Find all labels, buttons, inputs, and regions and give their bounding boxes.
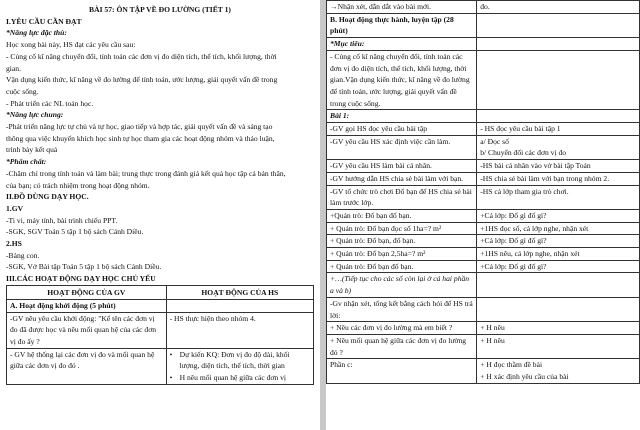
table-row bbox=[327, 110, 640, 123]
lesson-title: BÀI 57: ÔN TẬP VỀ ĐO LƯỜNG (TIẾT 1) bbox=[89, 5, 231, 14]
gv-cell: →Nhận xét, dẫn dắt vào bài mới. bbox=[327, 1, 477, 14]
hs-cell: - HS đọc yêu cầu bài tập 1 bbox=[477, 123, 640, 136]
table-row bbox=[327, 222, 640, 235]
table-row bbox=[327, 135, 640, 159]
hs-cell: + H nêu bbox=[477, 322, 640, 335]
table-row bbox=[327, 123, 640, 136]
hs-expected-cell: • Dự kiến KQ: Đơn vị đo độ dài, khối lượng, diện tích, thể tích, thời gian • H nêu mối quan hệ giữa các đơn vị bbox=[166, 348, 313, 384]
hs-cell bbox=[477, 273, 640, 297]
body-line: Vận dụng kiến thức, kĩ năng về đo lường để tính toán, ước lượng, giải quyết vấn đề trong bbox=[6, 75, 278, 85]
hs-cell: +Cả lớp: Đố gì đố gì? bbox=[477, 235, 640, 248]
table-row bbox=[327, 38, 640, 51]
body-line: -Ti vi, máy tính, bài trình chiếu PPT. bbox=[6, 215, 118, 225]
hs-cell: đo. bbox=[477, 1, 640, 14]
gv-cell: + Nêu các đơn vị đo lường mà em biết ? bbox=[327, 322, 477, 335]
gv-cell: + Quản trò: Đố bạn đố bạn. bbox=[327, 260, 477, 273]
table-row bbox=[327, 209, 640, 222]
body-line: *Năng lực chung: bbox=[6, 110, 64, 120]
gv-cell: + Quản trò: Đố bạn 2,5ha=? m² bbox=[327, 248, 477, 261]
gv-cell: +Quản trò: Đố bạn đố bạn. bbox=[327, 209, 477, 222]
body-line: thông qua việc khuyến khích học sinh tự học tham gia các hoạt động nhóm và thảo luận, bbox=[6, 133, 275, 143]
table-row bbox=[327, 172, 640, 185]
hs-cell bbox=[477, 50, 640, 110]
table-row bbox=[327, 273, 640, 297]
body-line: của bạn; có trách nhiệm trong hoạt động nhóm. bbox=[6, 180, 150, 190]
gv-cell: -GV gọi HS đọc yêu cầu bài tập bbox=[327, 123, 477, 136]
body-line: cuộc sống. bbox=[6, 86, 39, 96]
gv-cell: -Gv nhận xét, tổng kết bằng cách hỏi để HS trả lời: bbox=[327, 297, 477, 321]
gv-cell: + Nêu mối quan hệ giữa các đơn vị đo lường đó ? bbox=[327, 334, 477, 358]
body-line: - Phát triển các NL toán học. bbox=[6, 98, 94, 108]
gv-cell: *Mục tiêu: bbox=[327, 38, 477, 51]
hs-relationship: H nêu mối quan hệ giữa các đơn vị bbox=[179, 373, 287, 383]
hs-cell: -HS bài cá nhân vào vở bài tập Toán bbox=[477, 160, 640, 173]
hs-cell: +1HS nêu, cả lớp nghe, nhận xét bbox=[477, 248, 640, 261]
table-row bbox=[327, 248, 640, 261]
table-row bbox=[327, 359, 640, 383]
body-line: *Phẩm chất: bbox=[6, 157, 47, 167]
warmup-section-title: A. Hoạt động khởi động (5 phút) bbox=[7, 299, 167, 312]
body-line: 2.HS bbox=[6, 239, 22, 249]
gv-summary-cell: - GV hệ thống lại các đơn vị đo và mối quan hệ giữa các đơn vị đo đó . bbox=[7, 348, 167, 384]
body-line: -Phát triển năng lực tự chủ và tự học, giao tiếp và hợp tác, giải quyết vấn đề và sáng tạo bbox=[6, 122, 273, 132]
right-page bbox=[326, 0, 640, 430]
body-line: - Củng cố kĩ năng chuyển đổi, tính toán các đơn vị đo diện tích, thể tích, khối lượng, thời bbox=[6, 51, 277, 61]
gv-cell: + Quản trò: Đố bạn đọc số 1ha=? m² bbox=[327, 222, 477, 235]
hs-column-header: HOẠT ĐỘNG CỦA HS bbox=[166, 285, 313, 299]
table-row bbox=[327, 260, 640, 273]
table-row bbox=[327, 297, 640, 321]
gv-cell: Bài 1: bbox=[327, 110, 477, 123]
lesson-body bbox=[6, 16, 314, 285]
body-line: gian. bbox=[6, 63, 21, 73]
body-line: -SGK, SGV Toán 5 tập 1 bộ sách Cánh Diều. bbox=[6, 227, 144, 237]
body-line: *Năng lực đặc thù: bbox=[6, 28, 67, 38]
gv-cell: -GV yêu cầu HS làm bài cá nhân. bbox=[327, 160, 477, 173]
body-line: II.ĐỒ DÙNG DẠY HỌC. bbox=[6, 192, 89, 202]
table-row bbox=[327, 160, 640, 173]
gv-cell: + Quản trò: Đố bạn, đố bạn. bbox=[327, 235, 477, 248]
hs-cell bbox=[477, 110, 640, 123]
table-row bbox=[327, 334, 640, 358]
table-row bbox=[327, 1, 640, 14]
body-line: -Chăm chỉ trong tính toán và làm bài; trung thực trong đánh giá kết quả học tập cá bản thân, bbox=[6, 168, 286, 178]
body-line: -Bảng con. bbox=[6, 250, 40, 260]
gv-cell: B. Hoạt động thực hành, luyện tập (28 phút) bbox=[327, 13, 477, 37]
table-row bbox=[327, 235, 640, 248]
body-line: 1.GV bbox=[6, 203, 24, 213]
hs-warmup-cell: - HS thực hiện theo nhóm 4. bbox=[166, 312, 313, 348]
gv-cell: -GV tổ chức trò chơi Đố bạn để HS chia sẻ bài làm trước lớp. bbox=[327, 185, 477, 209]
hs-cell: +Cả lớp: Đố gì đố gì? bbox=[477, 260, 640, 273]
hs-cell: -HS chia sẻ bài làm với bạn trong nhóm 2. bbox=[477, 172, 640, 185]
hs-cell: + H nêu bbox=[477, 334, 640, 358]
table-row bbox=[327, 322, 640, 335]
hs-cell bbox=[477, 13, 640, 37]
gv-cell: - Củng cố kĩ năng chuyển đổi, tính toán các đơn vị đo diện tích, thể tích, khối lượng, thời gian.Vận dụng kiến thức, kĩ năng về đo lường để tính toán, ước lượng, giải quyết vấn đề trong cuộc sống. bbox=[327, 50, 477, 110]
table-row bbox=[327, 13, 640, 37]
hs-cell bbox=[477, 38, 640, 51]
hs-cell: + H đọc thầm đề bài + H xác định yêu cầu của bài bbox=[477, 359, 640, 383]
gv-cell: -GV yêu cầu HS xác định việc cần làm. bbox=[327, 135, 477, 159]
table-row bbox=[327, 50, 640, 110]
gv-cell: -GV hướng dẫn HS chia sẻ bài làm với bạn. bbox=[327, 172, 477, 185]
hs-cell: -HS cả lớp tham gia trò chơi. bbox=[477, 185, 640, 209]
hs-cell: +Cả lớp: Đố gì đố gì? bbox=[477, 209, 640, 222]
table-row bbox=[327, 185, 640, 209]
body-line: III.CÁC HOẠT ĐỘNG DẠY HỌC CHỦ YẾU bbox=[6, 274, 156, 284]
activity-table bbox=[6, 285, 314, 385]
hs-cell: a/ Đọc số b/ Chuyển đổi các đơn vị đo bbox=[477, 135, 640, 159]
body-line: trình bày kết quả bbox=[6, 145, 58, 155]
gv-column-header: HOẠT ĐỘNG CỦA GV bbox=[7, 285, 167, 299]
gv-cell: Phần c: bbox=[327, 359, 477, 383]
body-line: Học xong bài này, HS đạt các yêu cầu sau: bbox=[6, 40, 136, 50]
activity-table-continued bbox=[326, 0, 640, 384]
gv-cell: +…(Tiếp tục cho các số còn lại ở cả hai phần a và b) bbox=[327, 273, 477, 297]
hs-cell: +1HS đọc số, cả lớp nghe, nhận xét bbox=[477, 222, 640, 235]
hs-expected-result: Dự kiến KQ: Đơn vị đo độ dài, khối lượng, diện tích, thể tích, thời gian bbox=[179, 349, 290, 371]
body-line: -SGK, Vở Bài tập Toán 5 tập 1 bộ sách Cánh Diều. bbox=[6, 262, 162, 272]
gv-warmup-cell: -GV nêu yêu cầu khởi động: "Kể tên các đơn vị đo đã được học và nêu mối quan hệ của các đơn vị đo ấy ? bbox=[7, 312, 167, 348]
body-line: I.YÊU CẦU CẦN ĐẠT bbox=[6, 16, 82, 26]
hs-cell bbox=[477, 297, 640, 321]
